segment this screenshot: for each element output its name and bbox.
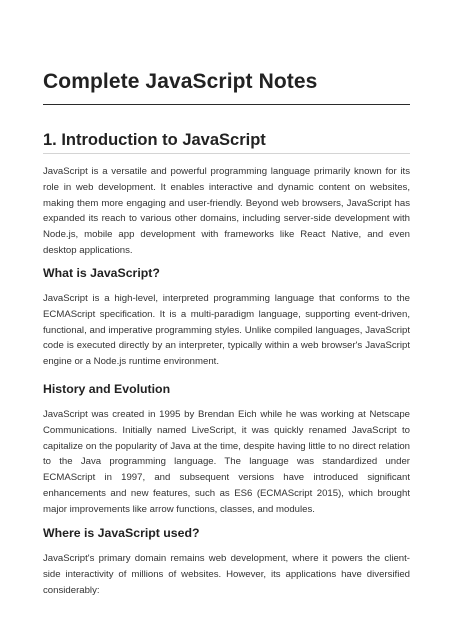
paragraph-history: JavaScript was created in 1995 by Brendan Eich while he was working at Netscape Communications. Initially named LiveScript, it was quickly renamed JavaScript to capitalize on the popularity of Java at the time, despite having little to no direct relation to the Java programming language. The language was standardized under ECMAScript in 1997, and subsequent versions have introduced significant enhancements and new features, such as ES6 (ECMAScript 2015), which brought major improvements like arrow functions, classes, and modules. [43, 409, 410, 515]
section-divider [43, 153, 410, 154]
paragraph-what-is: JavaScript is a high-level, interpreted programming language that conforms to the ECMAScript specification. It is a multi-paradigm language, supporting event-driven, functional, and imperative programming styles. Unlike compiled languages, JavaScript code is executed directly by an interpreter, typically within a web browser's JavaScript engine or a Node.js runtime environment. [43, 293, 410, 368]
title-divider [43, 104, 410, 105]
section-heading: 1. Introduction to JavaScript [43, 131, 266, 149]
paragraph-where-used: JavaScript's primary domain remains web development, where it powers the client-side interactivity of millions of websites. However, its applications have diversified considerably: [43, 553, 410, 596]
subheading-what-is: What is JavaScript? [43, 266, 160, 280]
subheading-where-used: Where is JavaScript used? [43, 526, 200, 540]
subheading-history: History and Evolution [43, 382, 171, 396]
intro-paragraph: JavaScript is a versatile and powerful programming language primarily known for its role in web development. It enables interactive and dynamic content on websites, making them more engaging and user-friendly. Beyond web browsers, JavaScript has expanded its reach to various other domains, including server-side development with Node.js, mobile app development with frameworks like React Native, and even desktop applications. [43, 166, 410, 256]
document-title: Complete JavaScript Notes [43, 70, 318, 93]
